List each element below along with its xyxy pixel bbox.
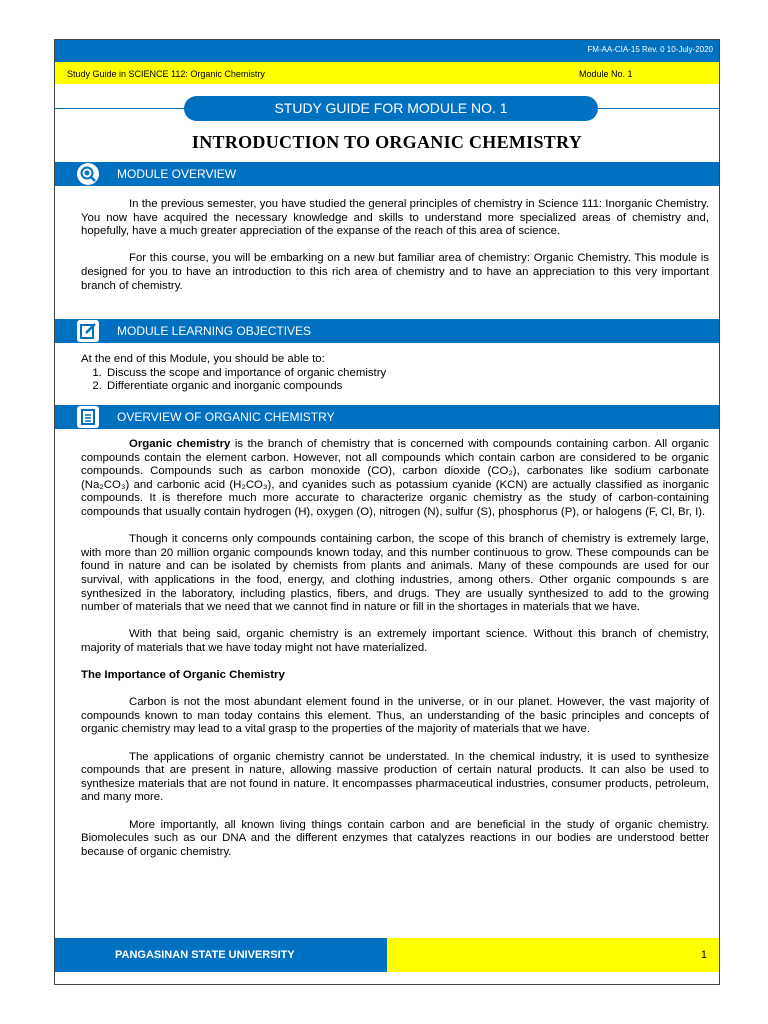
content-paragraph <box>81 438 709 520</box>
content-body <box>81 438 709 873</box>
content-paragraph: With that being said, organic chemistry is an extremely important science. Without this branch of chemistry, majority of materials that we have today might not have materialized. <box>81 628 709 654</box>
page-number: 1 <box>700 949 707 961</box>
study-guide-banner: STUDY GUIDE FOR MODULE NO. 1 <box>184 96 598 121</box>
footer-page <box>387 938 719 972</box>
course-bar <box>55 62 719 84</box>
page <box>54 39 720 985</box>
section-title: MODULE LEARNING OBJECTIVES <box>117 324 312 338</box>
objectives-intro: At the end of this Module, you should be able to: <box>81 353 325 365</box>
objective-item: 1. Discuss the scope and importance of organic chemistry <box>105 367 709 381</box>
magnifier-icon <box>77 163 99 185</box>
objectives-body <box>81 353 709 394</box>
overview-paragraph: In the previous semester, you have studied the general principles of chemistry in Science 111: Inorganic Chemistry. You now have acquired the necessary knowledge and skills to understand more specialized areas of chemistry and, hopefully, have a much greater appreciation of the expanse of the reach of this area of science. <box>81 198 709 238</box>
overview-paragraph: For this course, you will be embarking on a new but familiar area of chemistry: Organic Chemistry. This module is designed for you to have an introduction to this rich area of chemistry and to have an appreciation to this very important branch of chemistry. <box>81 252 709 292</box>
document-code: FM-AA-CIA-15 Rev. 0 10-July-2020 <box>587 45 713 54</box>
module-number: Module No. 1 <box>579 69 633 79</box>
document-icon <box>77 406 99 428</box>
section-header-objectives <box>55 319 719 343</box>
page-title: INTRODUCTION TO ORGANIC CHEMISTRY <box>191 132 583 152</box>
overview-body <box>81 198 709 307</box>
top-bar <box>55 40 719 62</box>
objective-item: 2. Differentiate organic and inorganic compounds <box>105 380 709 394</box>
edit-icon <box>77 320 99 342</box>
content-paragraph: The applications of organic chemistry cannot be understated. In the chemical industry, it is used to synthesize compounds that are present in nature, allowing massive production of certain natural products. It can also be used to synthesize materials that are not found in nature. It encompasses pharmaceutical industries, consumer products, petroleum, and many more. <box>81 750 709 804</box>
university-name: PANGASINAN STATE UNIVERSITY <box>115 949 295 961</box>
content-paragraph: Carbon is not the most abundant element found in the universe, or in our planet. However, the vast majority of compounds known to man today contains this element. Thus, an understanding of the basic principles and concepts of organic chemistry may lead to a vital grasp to the properties of the majority of materials that we have. <box>81 696 709 736</box>
content-paragraph: More importantly, all known living things contain carbon and are beneficial in the study of organic chemistry. Biomolecules such as our DNA and the different enzymes that catalyzes reactions in our bodies are understood better because of organic chemistry. <box>81 818 709 858</box>
section-header-content <box>55 405 719 429</box>
section-title: OVERVIEW OF ORGANIC CHEMISTRY <box>117 410 335 424</box>
paragraph-text: is the branch of chemistry that is concerned with compounds containing carbon. All organic compounds contain the element carbon. However, not all compounds which contain carbon are considered to be organic compounds. Compounds such as carbon monoxide (CO), carbon dioxide (CO₂), carbonates like sodium carbonate (Na₂CO₃) and carbonic acid (H₂CO₃), and cyanides such as potassium cyanide (KCN) are actually classified as inorganic compounds. It is therefore much more accurate to characterize organic chemistry as the study of carbon-containing compounds that usually contain hydrogen (H), oxygen (O), nitrogen (N), sulfur (S), phosphorus (P), or halogens (F, Cl, Br, I). <box>81 438 709 518</box>
objectives-list <box>81 367 709 394</box>
section-header-overview <box>55 162 719 186</box>
content-paragraph: Though it concerns only compounds containing carbon, the scope of this branch of chemistry is extremely large, with more than 20 million organic compounds known today, and this number continuous to grow. These compounds can be found in nature and can be isolated by chemists from plants and animals. Many of these compounds are used for our survival, with applications in the food, energy, and clothing industries, among others. Other organic compounds s are synthesized in the laboratory, including plastics, fibers, and drugs. They are usually synthesized to add to the growing number of materials that we need that we cannot find in nature or fill in the shortages in materials that we have. <box>81 533 709 614</box>
course-title: Study Guide in SCIENCE 112: Organic Chemistry <box>67 69 265 79</box>
key-term: Organic chemistry <box>129 438 231 450</box>
section-title: MODULE OVERVIEW <box>117 167 237 181</box>
footer-university <box>55 938 387 972</box>
subheading: The Importance of Organic Chemistry <box>81 669 285 682</box>
